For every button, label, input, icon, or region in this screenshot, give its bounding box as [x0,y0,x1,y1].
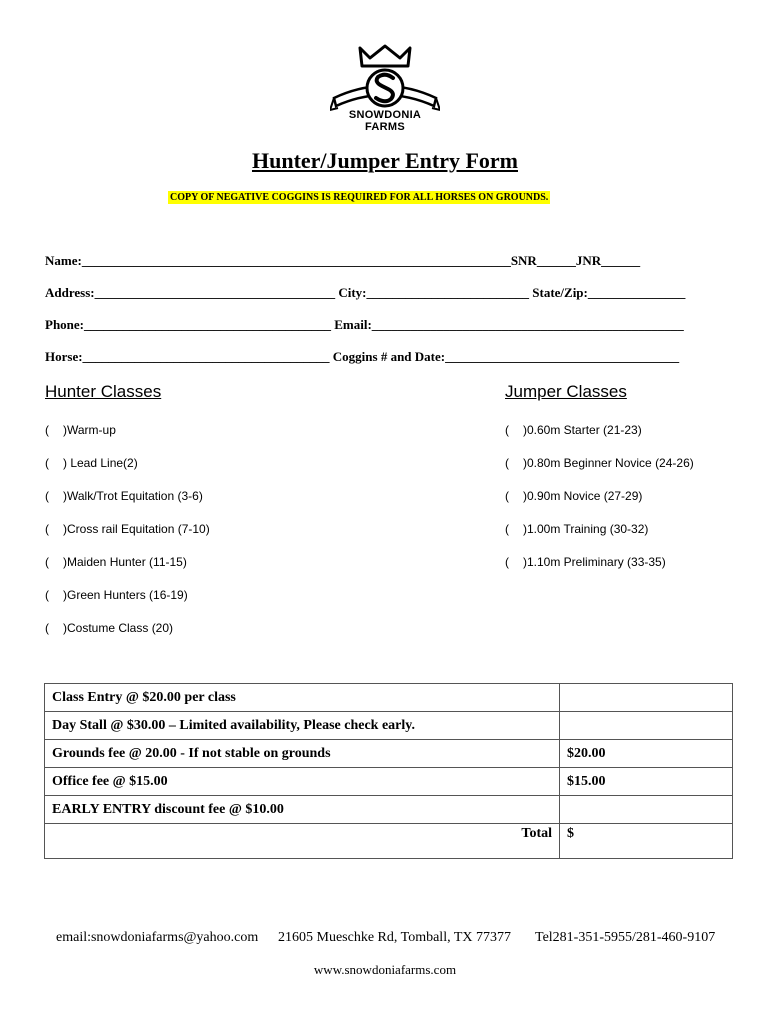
fee-row [45,712,733,740]
checkbox-paren: ( [45,489,49,503]
fee-label: Class Entry @ $20.00 per class [45,684,560,712]
checkbox-paren: ( [505,555,509,569]
hunter-class-item[interactable] [45,621,173,635]
jumper-class-item[interactable] [505,522,648,536]
fee-row [45,768,733,796]
checkbox-paren: ( [45,621,49,635]
fee-amount[interactable] [560,712,733,740]
hunter-class-item[interactable] [45,456,138,470]
name-field[interactable]: Name:__________________________________________________________________SNR______JNR______ [45,253,641,268]
class-label: )Green Hunters (16-19) [63,588,188,602]
class-label: ) Lead Line(2) [63,456,138,470]
checkbox-paren: ( [505,456,509,470]
hunter-class-item[interactable] [45,489,203,503]
hunter-class-item[interactable] [45,522,210,536]
fee-label: EARLY ENTRY discount fee @ $10.00 [45,796,560,824]
address-field[interactable]: Address:_____________________________________ City:_________________________ State/Zip:_______________ [45,285,686,300]
checkbox-paren: ( [505,522,509,536]
fee-amount[interactable] [560,684,733,712]
class-label: )0.90m Novice (27-29) [523,489,643,503]
fee-row [45,796,733,824]
footer-phone: Tel281-351-5955/281-460-9107 [535,930,716,945]
class-label: )Maiden Hunter (11-15) [63,555,187,569]
class-label: )Costume Class (20) [63,621,174,635]
hunter-class-item[interactable] [45,423,116,437]
footer-address: 21605 Mueschke Rd, Tomball, TX 77377 [278,930,511,945]
coggins-notice: COPY OF NEGATIVE COGGINS IS REQUIRED FOR ALL HORSES ON GROUNDS. [170,192,549,203]
phone-field[interactable]: Phone:______________________________________ Email:________________________________________________ [45,317,684,332]
checkbox-paren: ( [45,588,49,602]
horse-field[interactable]: Horse:______________________________________ Coggins # and Date:____________________________________ [45,349,680,364]
footer-email: email:snowdoniafarms@yahoo.com [56,930,259,945]
class-label: )1.00m Training (30-32) [523,522,649,536]
class-label: )Cross rail Equitation (7-10) [63,522,210,536]
fee-amount[interactable]: $15.00 [560,768,733,796]
hunter-class-item[interactable] [45,588,188,602]
fee-label: Office fee @ $15.00 [45,768,560,796]
fee-row [45,684,733,712]
checkbox-paren: ( [45,522,49,536]
fee-amount[interactable] [560,796,733,824]
fee-label: Grounds fee @ 20.00 - If not stable on grounds [45,740,560,768]
logo-text-line2: FARMS [365,121,405,133]
hunter-classes-heading: Hunter Classes [45,382,162,401]
fees-table [44,683,733,859]
checkbox-paren: ( [505,489,509,503]
footer-website: www.snowdoniafarms.com [313,962,457,977]
jumper-class-item[interactable] [505,489,642,503]
checkbox-paren: ( [45,423,49,437]
class-label: )0.80m Beginner Novice (24-26) [523,456,694,470]
checkbox-paren: ( [505,423,509,437]
hunter-class-item[interactable] [45,555,187,569]
logo-text-line1: SNOWDONIA [348,109,422,121]
total-row [45,824,733,859]
class-label: )Walk/Trot Equitation (3-6) [63,489,203,503]
fee-label: Day Stall @ $30.00 – Limited availability, Please check early. [45,712,560,740]
jumper-class-item[interactable] [505,555,666,569]
class-label: )1.10m Preliminary (33-35) [523,555,666,569]
fee-row [45,740,733,768]
fee-amount[interactable]: $20.00 [560,740,733,768]
jumper-class-item[interactable] [505,456,694,470]
checkbox-paren: ( [45,555,49,569]
total-amount[interactable]: $ [560,824,733,859]
total-label: Total [45,824,560,859]
class-label: )Warm-up [63,423,116,437]
jumper-classes-heading: Jumper Classes [505,382,627,401]
checkbox-paren: ( [45,456,49,470]
form-title: Hunter/Jumper Entry Form [251,148,518,173]
jumper-class-item[interactable] [505,423,642,437]
class-label: )0.60m Starter (21-23) [523,423,642,437]
